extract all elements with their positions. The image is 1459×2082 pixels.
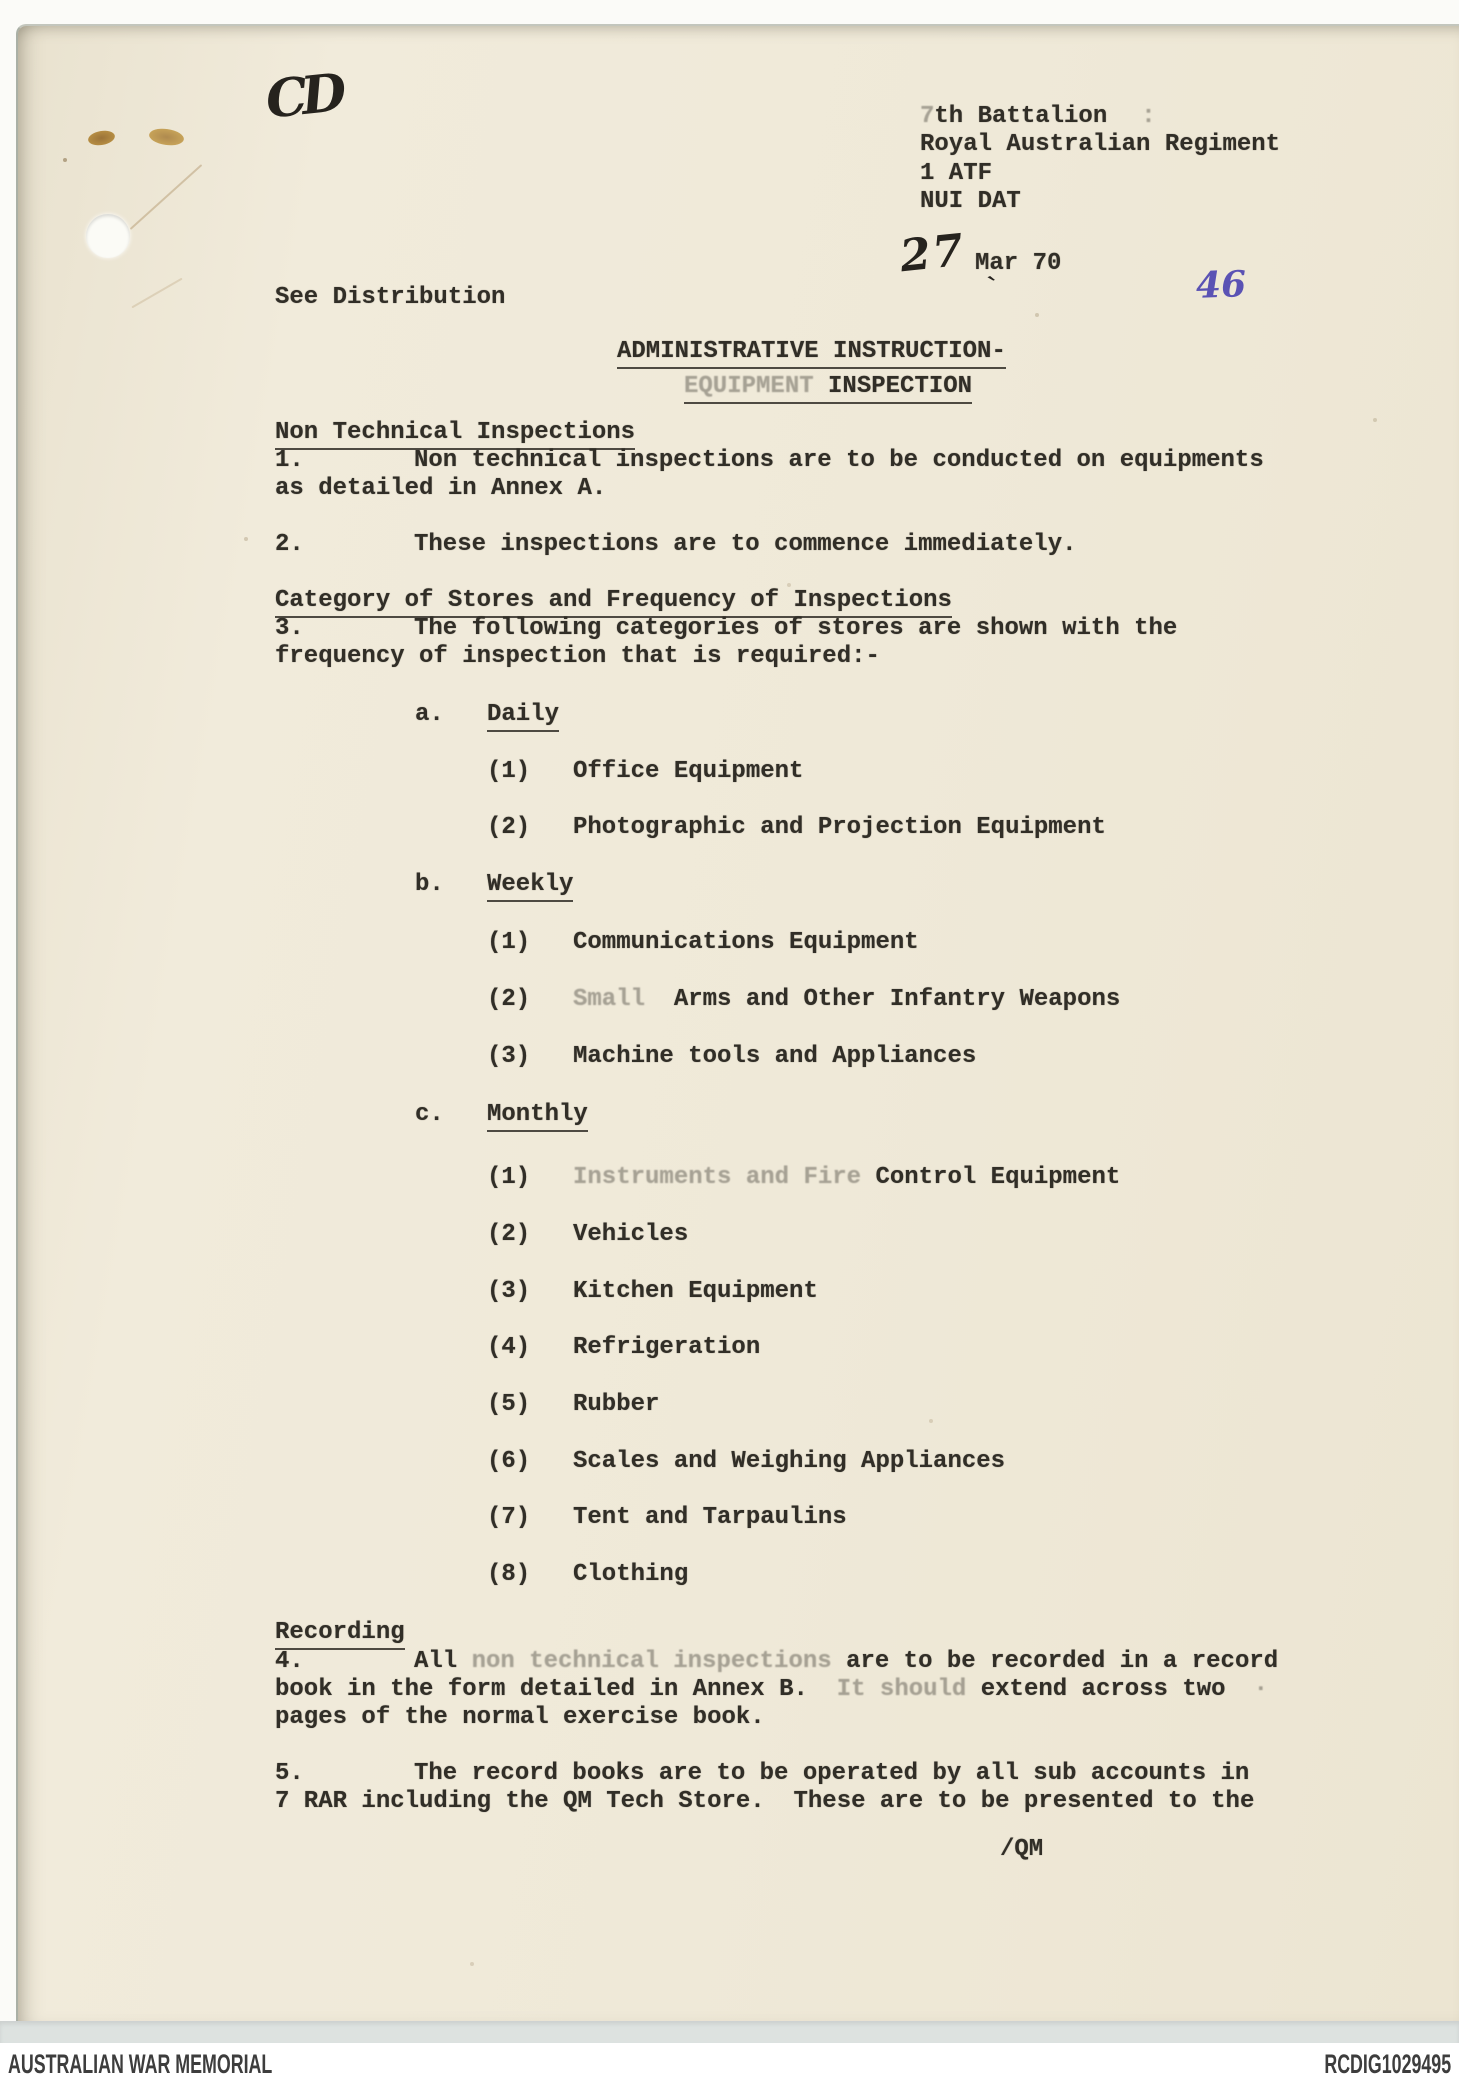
page-continuation-marker: /QM <box>1000 1836 1044 1863</box>
para-4-line-2: book in the form detailed in Annex B. It should extend across two · <box>275 1676 1268 1703</box>
category-b-item-1: (1) Communications Equipment <box>487 929 919 956</box>
category-a-item-1: (1) Office Equipment <box>487 758 804 785</box>
para-number: 2. <box>275 531 304 558</box>
para-1-line-2: as detailed in Annex A. <box>275 475 607 502</box>
item-number: (3) <box>487 1278 531 1305</box>
archive-name: AUSTRALIAN WAR MEMORIAL <box>8 2049 273 2079</box>
letterhead-line-4: NUI DAT <box>920 188 1021 215</box>
document-title-line-2: EQUIPMENT INSPECTION <box>684 373 972 401</box>
item-number: (6) <box>487 1448 531 1475</box>
category-b-item-2: (2) Small Arms and Other Infantry Weapons <box>487 986 1121 1013</box>
document-title-line-1: ADMINISTRATIVE INSTRUCTION- <box>617 338 1006 366</box>
category-c-item-4: (4) Refrigeration <box>487 1334 761 1361</box>
para-3-line-1: 3. The following categories of stores are shown with the <box>275 615 1178 642</box>
section-heading-category: Category of Stores and Frequency of Inspections <box>275 587 952 615</box>
item-number: (1) <box>487 1164 531 1191</box>
para-5-line-1: 5. The record books are to be operated by all sub accounts in <box>275 1760 1250 1787</box>
para-4-line-1: 4. All non technical inspections are to be recorded in a record <box>275 1648 1279 1675</box>
scan-edge-band <box>0 2021 1459 2043</box>
para-number: 3. <box>275 615 304 642</box>
para-number: 4. <box>275 1648 304 1675</box>
handwritten-tick-mark: ` <box>981 270 1010 309</box>
handwritten-folio-number: 46 <box>1195 263 1247 307</box>
category-c-item-2: (2) Vehicles <box>487 1221 689 1248</box>
handwritten-date-day: 27 <box>897 224 968 283</box>
category-a-item-2: (2) Photographic and Projection Equipment <box>487 814 1106 841</box>
para-5-line-2: 7 RAR including the QM Tech Store. These are to be presented to the <box>275 1788 1255 1815</box>
letterhead-line-3: 1 ATF <box>920 160 993 187</box>
category-c-item-3: (3) Kitchen Equipment <box>487 1278 818 1305</box>
category-c-item-7: (7) Tent and Tarpaulins <box>487 1504 847 1531</box>
item-number: (4) <box>487 1334 531 1361</box>
item-number: (1) <box>487 929 531 956</box>
item-number: (7) <box>487 1504 531 1531</box>
paper-speck <box>63 158 67 162</box>
paper-speck <box>470 1962 474 1966</box>
archive-footer-bar <box>0 2043 1459 2082</box>
item-number: (8) <box>487 1561 531 1588</box>
para-number: 5. <box>275 1760 304 1787</box>
section-heading-recording: Recording <box>275 1619 405 1647</box>
para-3-line-2: frequency of inspection that is required:- <box>275 643 880 670</box>
para-4-line-3: pages of the normal exercise book. <box>275 1704 765 1731</box>
hole-punch <box>86 214 130 258</box>
paper-speck <box>1035 313 1039 317</box>
category-letter: a. <box>415 701 444 728</box>
category-c-item-5: (5) Rubber <box>487 1391 660 1418</box>
letterhead-line-2: Royal Australian Regiment <box>920 131 1281 158</box>
item-number: (2) <box>487 1221 531 1248</box>
archive-id: RCDIG1029495 <box>1324 2049 1451 2079</box>
section-heading-non-technical: Non Technical Inspections <box>275 419 635 447</box>
category-c-item-6: (6) Scales and Weighing Appliances <box>487 1448 1006 1475</box>
item-number: (3) <box>487 1043 531 1070</box>
category-letter: b. <box>415 871 444 898</box>
stray-mark: : <box>1141 103 1156 130</box>
handwritten-initials: CD <box>263 62 344 131</box>
paper-speck <box>244 537 248 541</box>
stray-mark: · <box>1253 1676 1268 1703</box>
para-number: 1. <box>275 447 304 474</box>
category-b-heading: b. Weekly <box>415 871 573 899</box>
category-c-item-8: (8) Clothing <box>487 1561 689 1588</box>
item-number: (2) <box>487 814 531 841</box>
item-number: (5) <box>487 1391 531 1418</box>
category-a-heading: a. Daily <box>415 701 559 729</box>
category-c-heading: c. Monthly <box>415 1101 588 1129</box>
typed-date: Mar 70 <box>975 250 1062 277</box>
item-number: (1) <box>487 758 531 785</box>
category-b-item-3: (3) Machine tools and Appliances <box>487 1043 977 1070</box>
recipient-line: See Distribution <box>275 284 506 311</box>
category-letter: c. <box>415 1101 444 1128</box>
paper-speck <box>1373 418 1377 422</box>
item-number: (2) <box>487 986 531 1013</box>
para-1-line-1: 1. Non technical inspections are to be conducted on equipments <box>275 447 1264 474</box>
letterhead-line-1: 7th Battalion : <box>920 103 1156 130</box>
para-2-line-1: 2. These inspections are to commence immediately. <box>275 531 1077 558</box>
category-c-item-1: (1) Instruments and Fire Control Equipment <box>487 1164 1121 1191</box>
paper-speck <box>929 1419 933 1423</box>
